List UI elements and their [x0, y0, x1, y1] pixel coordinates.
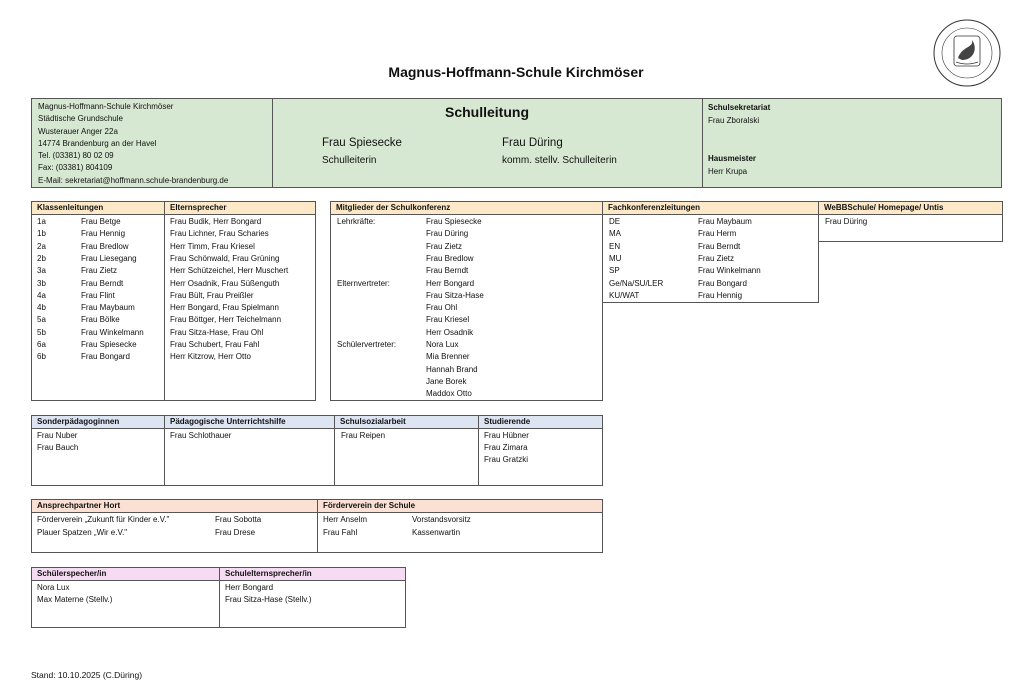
class-label: 1a — [37, 217, 46, 226]
class-teacher: Frau Bredlow — [81, 241, 129, 251]
subject-label: KU/WAT — [609, 290, 640, 300]
contact-email: E-Mail: sekretariat@hoffmann.schule-brandenburg.de — [38, 175, 229, 185]
verein-header: Förderverein der Schule — [323, 501, 416, 510]
konferenz-member: Hannah Brand — [426, 364, 478, 374]
hort-table — [31, 499, 603, 553]
fachkonf-header: Fachkonferenzleitungen — [608, 203, 701, 212]
class-teacher: Frau Hennig — [81, 229, 126, 239]
subject-lead: Frau Herm — [698, 229, 737, 239]
class-parents: Frau Lichner, Frau Scharies — [170, 229, 269, 239]
klassen-table — [31, 201, 316, 401]
schuelersprecher-header: Schülerspecher/in — [37, 569, 107, 578]
schuelersprecher-name: Max Materne (Stellv.) — [37, 595, 113, 604]
schuelersprecher-name: Nora Lux — [37, 583, 70, 592]
class-label: 1b — [37, 229, 46, 239]
stud-name: Frau Gratzki — [484, 455, 529, 464]
class-parents: Herr Osadnik, Frau Süßenguth — [170, 278, 280, 288]
konferenz-member: Frau Düring — [426, 229, 469, 239]
contact-line: 14774 Brandenburg an der Havel — [38, 138, 157, 148]
class-parents: Frau Böttger, Herr Teichelmann — [170, 315, 282, 325]
eltern-header: Elternsprecher — [170, 203, 227, 212]
sozial-name: Frau Reipen — [341, 431, 386, 440]
konferenz-group-label: Lehrkräfte: — [337, 217, 376, 226]
webb-name: Frau Düring — [825, 217, 868, 226]
klassen-header: Klassenleitungen — [37, 203, 104, 212]
class-label: 6b — [37, 352, 46, 362]
footer-date: Stand: 10.10.2025 (C.Düring) — [31, 670, 143, 680]
webb-header: WeBBSchule/ Homepage/ Untis — [824, 203, 944, 212]
verein-name: Herr Anselm — [323, 515, 368, 524]
webb-table — [818, 201, 1003, 242]
contact-line: Magnus-Hoffmann-Schule Kirchmöser — [38, 102, 174, 111]
stellv-role: komm. stellv. Schulleiterin — [502, 155, 617, 166]
paed-header: Pädagogische Unterrichtshilfe — [170, 417, 286, 426]
class-label: 5b — [37, 327, 46, 337]
leitung-title: Schulleitung — [445, 104, 529, 120]
subject-label: EN — [609, 241, 621, 251]
class-label: 3a — [37, 266, 46, 276]
class-parents: Herr Schützeichel, Herr Muschert — [170, 266, 289, 276]
class-teacher: Frau Bölke — [81, 315, 120, 325]
hort-name: Frau Drese — [215, 528, 256, 537]
contact-line: Tel. (03381) 80 02 09 — [38, 151, 114, 161]
konferenz-member: Frau Kriesel — [426, 315, 470, 325]
sekretariat-name: Frau Zboralski — [708, 116, 760, 125]
subject-lead: Frau Winkelmann — [698, 266, 761, 276]
contact-line: Fax: (03381) 804109 — [38, 163, 113, 173]
contact-line: Wusterauer Anger 22a — [38, 126, 118, 136]
elternsprecher-name: Frau Sitza-Hase (Stellv.) — [225, 595, 312, 604]
sprecher-table — [31, 567, 406, 628]
konferenz-member: Herr Bongard — [426, 278, 475, 288]
konferenz-group-label: Elternvertreter: — [337, 278, 390, 288]
class-parents: Frau Sitza-Hase, Frau Ohl — [170, 327, 264, 337]
sonder-header: Sonderpädagoginnen — [37, 417, 120, 426]
subject-lead: Frau Hennig — [698, 290, 743, 300]
contact-line: Städtische Grundschule — [38, 114, 123, 124]
konferenz-member: Jane Borek — [426, 376, 467, 386]
class-teacher: Frau Zietz — [81, 266, 118, 276]
fachkonf-table — [602, 201, 819, 303]
konferenz-member: Frau Sitza-Hase — [426, 290, 484, 300]
class-teacher: Frau Bongard — [81, 352, 130, 362]
konferenz-group-label: Schülervertreter: — [337, 340, 397, 349]
subject-label: MU — [609, 253, 622, 263]
konferenz-member: Frau Spiesecke — [426, 217, 482, 226]
konferenz-member: Frau Bredlow — [426, 253, 474, 263]
konferenz-member: Mia Brenner — [426, 352, 470, 362]
subject-lead: Frau Berndt — [698, 241, 741, 251]
hort-org: Plauer Spatzen „Wir e.V." — [37, 528, 128, 537]
class-teacher: Frau Flint — [81, 290, 115, 300]
class-label: 4a — [37, 290, 46, 300]
subject-label: SP — [609, 266, 620, 276]
school-contact — [38, 101, 228, 187]
paed-name: Frau Schlothauer — [170, 431, 232, 440]
konferenz-member: Frau Ohl — [426, 303, 458, 313]
subject-lead: Frau Zietz — [698, 253, 735, 263]
konferenz-member: Frau Berndt — [426, 266, 469, 276]
hort-name: Frau Sobotta — [215, 515, 262, 524]
subject-lead: Frau Bongard — [698, 278, 747, 288]
sozial-header: Schulsozialarbeit — [340, 417, 406, 426]
class-teacher: Frau Berndt — [81, 278, 124, 288]
school-seal-logo — [932, 18, 1002, 88]
hausmeister-name: Herr Krupa — [708, 167, 748, 176]
elternsprecher-name: Herr Bongard — [225, 583, 274, 592]
verein-role: Vorstandsvorsitz — [412, 515, 471, 524]
leiterin-role: Schulleiterin — [322, 155, 377, 166]
konferenz-member: Frau Zietz — [426, 241, 463, 251]
page-title: Magnus-Hoffmann-Schule Kirchmöser — [388, 64, 644, 80]
sekretariat-label: Schulsekretariat — [708, 103, 771, 112]
leiterin-name: Frau Spiesecke — [322, 137, 402, 149]
stud-header: Studierende — [484, 417, 531, 426]
verein-name: Frau Fahl — [323, 528, 358, 537]
konferenz-member: Nora Lux — [426, 340, 459, 349]
staff-table — [31, 415, 603, 486]
class-label: 6a — [37, 340, 46, 349]
class-teacher: Frau Maybaum — [81, 303, 135, 313]
class-parents: Frau Budik, Herr Bongard — [170, 217, 262, 226]
verein-role: Kassenwartin — [412, 528, 461, 537]
stud-name: Frau Hübner — [484, 431, 529, 440]
class-teacher: Frau Spiesecke — [81, 340, 137, 349]
class-parents: Frau Schönwald, Frau Grüning — [170, 253, 280, 263]
class-parents: Herr Bongard, Frau Spielmann — [170, 303, 279, 313]
konferenz-header: Mitglieder der Schulkonferenz — [336, 203, 451, 212]
stellv-name: Frau Düring — [502, 137, 563, 149]
class-parents: Herr Timm, Frau Kriesel — [170, 241, 255, 251]
subject-lead: Frau Maybaum — [698, 217, 752, 226]
subject-label: MA — [609, 229, 621, 239]
konferenz-table — [330, 201, 603, 401]
class-label: 2b — [37, 253, 46, 263]
class-teacher: Frau Liesegang — [81, 253, 137, 263]
class-parents: Herr Kitzrow, Herr Otto — [170, 352, 251, 362]
subject-label: Ge/Na/SU/LER — [609, 278, 664, 288]
sonder-name: Frau Bauch — [37, 443, 79, 452]
subject-label: DE — [609, 217, 621, 226]
class-parents: Frau Schubert, Frau Fahl — [170, 340, 260, 349]
class-teacher: Frau Betge — [81, 217, 121, 226]
hausmeister-label: Hausmeister — [708, 154, 757, 163]
konferenz-member: Maddox Otto — [426, 389, 472, 399]
class-label: 4b — [37, 303, 46, 313]
hort-org: Förderverein „Zukunft für Kinder e.V." — [37, 515, 170, 524]
class-teacher: Frau Winkelmann — [81, 327, 144, 337]
class-label: 2a — [37, 241, 46, 251]
sonder-name: Frau Nuber — [37, 431, 78, 440]
elternsprecher-header: Schulelternsprecher/in — [225, 569, 312, 578]
header-block — [31, 98, 1002, 188]
class-label: 3b — [37, 278, 46, 288]
stud-name: Frau Zimara — [484, 443, 528, 452]
class-label: 5a — [37, 315, 46, 325]
konferenz-member: Herr Osadnik — [426, 327, 474, 337]
class-parents: Frau Bült, Frau Preißler — [170, 290, 254, 300]
hort-header: Ansprechpartner Hort — [37, 501, 121, 510]
